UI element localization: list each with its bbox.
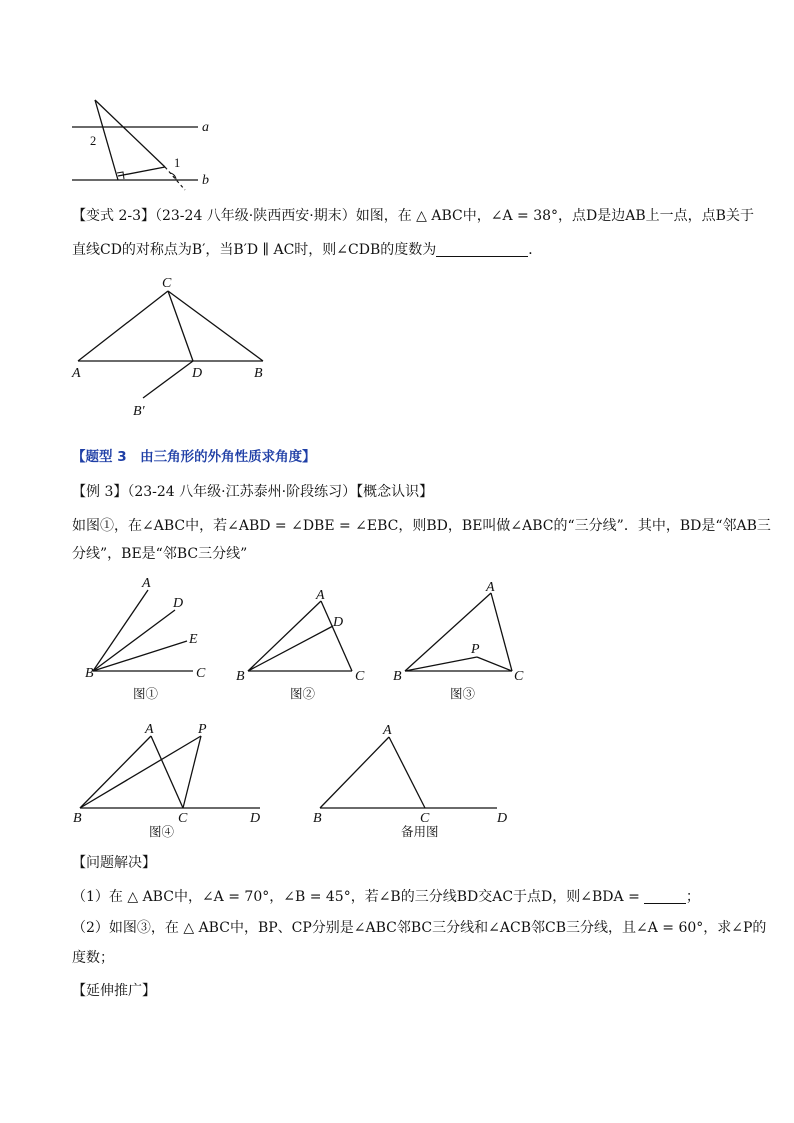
f2-label-A: A bbox=[316, 588, 325, 603]
f2-label-C: C bbox=[355, 669, 365, 684]
problem-q2-line-1: （2）如图③，在 △ ABC中，BP、CP分别是∠ABC邻BC三分线和∠ACB邻CB三分线，且∠A = 60°，求∠P的 bbox=[72, 920, 767, 936]
f1-label-C: C bbox=[196, 666, 206, 681]
f5-label-A: A bbox=[383, 723, 392, 738]
problem-heading: 【问题解决】 bbox=[72, 855, 156, 871]
f3-label-P: P bbox=[471, 642, 480, 657]
example-line-3: 分线”，BE是“邻BC三分线” bbox=[72, 546, 248, 562]
f1-label-B: B bbox=[85, 666, 94, 681]
section-title: 【题型 3 由三角形的外角性质求角度】 bbox=[72, 449, 316, 465]
figure-backup bbox=[313, 723, 507, 839]
f1-caption: 图① bbox=[133, 687, 159, 701]
figure-4 bbox=[73, 722, 260, 839]
label-B-prime: B′ bbox=[133, 404, 145, 419]
f3-label-C: C bbox=[514, 669, 524, 684]
variant-line-1: 【变式 2-3】（23-24 八年级·陕西西安·期末）如图，在 △ ABC中，∠A = 38°，点D是边AB上一点，点B关于 bbox=[72, 208, 754, 224]
f5-label-D: D bbox=[497, 811, 508, 826]
f3-label-A: A bbox=[486, 580, 495, 595]
problem-q1-text: （1）在 △ ABC中，∠A = 70°，∠B = 45°，若∠B的三分线BD交AC于点D，则∠BDA = bbox=[72, 889, 640, 905]
f4-label-P: P bbox=[198, 722, 207, 737]
example-line-2: 如图①，在∠ABC中，若∠ABD = ∠DBE = ∠EBC，则BD，BE叫做∠ABC的“三分线”．其中，BD是“邻AB三 bbox=[72, 518, 771, 534]
fig-top-label-1: 1 bbox=[174, 156, 181, 170]
problem-q1-end: ； bbox=[685, 889, 700, 905]
fig-top-label-b: b bbox=[202, 173, 209, 188]
f3-caption: 图③ bbox=[450, 687, 476, 701]
label-C: C bbox=[162, 276, 172, 291]
f1-label-E: E bbox=[189, 632, 198, 647]
f1-label-A: A bbox=[142, 576, 151, 591]
f4-label-C: C bbox=[178, 811, 188, 826]
f5-label-C: C bbox=[420, 811, 430, 826]
f2-label-D: D bbox=[333, 615, 344, 630]
label-B: B bbox=[254, 366, 263, 381]
label-D: D bbox=[192, 366, 203, 381]
answer-blank-bda[interactable] bbox=[644, 888, 686, 904]
f1-label-D: D bbox=[173, 596, 184, 611]
label-A: A bbox=[72, 366, 81, 381]
f4-caption: 图④ bbox=[149, 825, 175, 839]
f4-label-B: B bbox=[73, 811, 82, 826]
fig-top-label-2: 2 bbox=[90, 134, 97, 148]
f3-label-B: B bbox=[393, 669, 402, 684]
f2-caption: 图② bbox=[290, 687, 316, 701]
f5-caption: 备用图 bbox=[401, 825, 439, 839]
extension-heading: 【延伸推广】 bbox=[72, 983, 156, 999]
example-line-1: 【例 3】（23-24 八年级·江苏泰州·阶段练习）【概念认识】 bbox=[72, 484, 434, 500]
f5-label-B: B bbox=[313, 811, 322, 826]
f4-label-A: A bbox=[145, 722, 154, 737]
problem-q2-line-2: 度数； bbox=[72, 950, 114, 966]
fig-top-label-a: a bbox=[202, 120, 209, 135]
variant-line-2-text: 直线CD的对称点为B′，当B′D ∥ AC时，则∠CDB的度数为 bbox=[72, 242, 437, 258]
f4-label-D: D bbox=[250, 811, 261, 826]
problem-q1 bbox=[72, 886, 722, 909]
f2-label-B: B bbox=[236, 669, 245, 684]
variant-line-2-end: ． bbox=[528, 242, 543, 258]
